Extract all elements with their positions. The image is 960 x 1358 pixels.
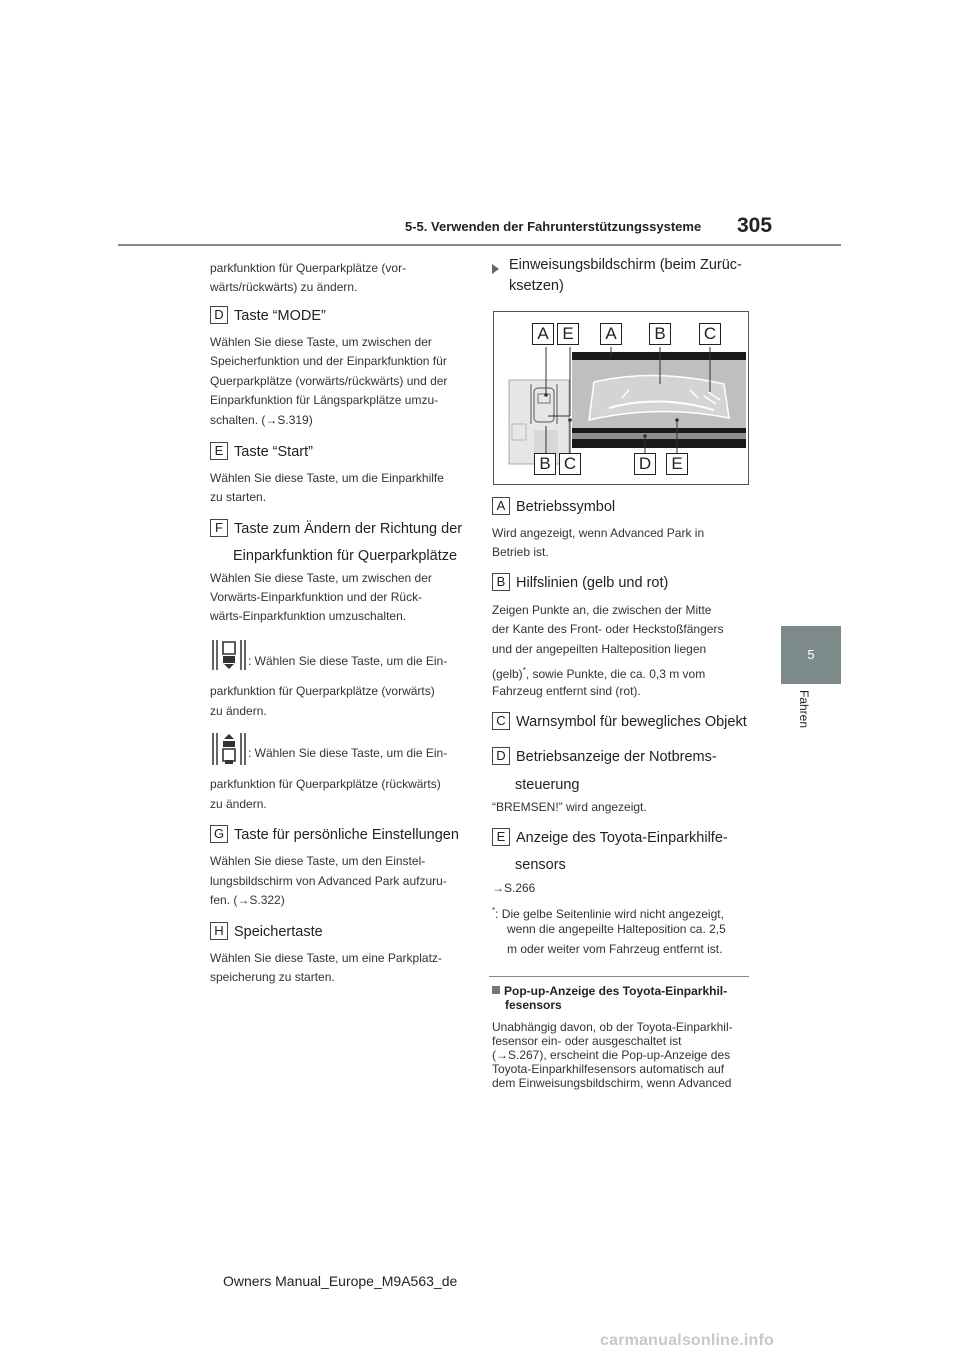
page-ref[interactable]: S.319) xyxy=(277,413,313,427)
item-title: Taste zum Ändern der Richtung der xyxy=(234,521,463,537)
figure-label-c: C xyxy=(699,323,721,345)
letter-badge: F xyxy=(210,519,228,537)
letter-badge: G xyxy=(210,825,228,843)
icon1-line-3: zu ändern. xyxy=(210,704,267,718)
letter-badge: A xyxy=(492,497,510,515)
item-e-heading xyxy=(210,442,313,462)
item-e-text-1: Wählen Sie diese Taste, um die Einparkhilfe xyxy=(210,471,444,485)
legend-b-heading xyxy=(492,573,668,593)
item-d-heading xyxy=(210,306,326,326)
popup-heading-line-2: fesensors xyxy=(505,998,562,1012)
item-e-text-2: zu starten. xyxy=(210,490,267,504)
item-g-text-1: Wählen Sie diese Taste, um den Einstel- xyxy=(210,854,426,868)
footnote-line-3: m oder weiter vom Fahrzeug entfernt ist. xyxy=(507,942,723,956)
legend-d-heading xyxy=(492,747,717,767)
footnote-star: * xyxy=(522,666,526,675)
popup-text-3: (→S.267), erscheint die Pop-up-Anzeige des xyxy=(492,1048,731,1062)
item-h-text-1: Wählen Sie diese Taste, um eine Parkplatz- xyxy=(210,951,442,965)
item-title: Betriebssymbol xyxy=(516,499,616,515)
figure-label-e: E xyxy=(557,323,579,345)
legend-c-heading xyxy=(492,712,747,732)
popup-text-4: Toyota-Einparkhilfesensors automatisch auf xyxy=(492,1062,725,1076)
icon1-text: : Wählen Sie diese Taste, um die Ein- xyxy=(248,654,448,668)
figure-label-b: B xyxy=(649,323,671,345)
figure-label-e: E xyxy=(666,453,688,475)
item-g-heading xyxy=(210,825,459,845)
footer-doc-id: Owners Manual_Europe_M9A563_de xyxy=(223,1273,458,1289)
sub-heading-arrow xyxy=(492,261,507,279)
legend-b-text-4: (gelb)*, sowie Punkte, die ca. 0,3 m vom xyxy=(492,666,706,681)
item-f-text-1: Wählen Sie diese Taste, um zwischen der xyxy=(210,571,432,585)
figure-label-b: B xyxy=(534,453,556,475)
legend-b-text-5: Fahrzeug entfernt sind (rot). xyxy=(492,684,641,698)
section-title: 5-5. Verwenden der Fahrunterstützungssysteme xyxy=(405,219,702,234)
intro-line-2: wärts/rückwärts) zu ändern. xyxy=(210,280,358,294)
icon2-line-2: parkfunktion für Querparkplätze (rückwärts) xyxy=(210,777,441,791)
item-f-text-2: Vorwärts-Einparkfunktion und der Rück- xyxy=(210,590,423,604)
item-f-heading xyxy=(210,519,462,539)
item-title: Taste “MODE” xyxy=(234,308,326,324)
page-ref-arrow: → xyxy=(492,881,504,895)
letter-badge: E xyxy=(210,442,228,460)
item-title: Warnsymbol für bewegliches Objekt xyxy=(516,714,747,730)
item-g-text-2: lungsbildschirm von Advanced Park aufzuru- xyxy=(210,874,447,888)
letter-badge: D xyxy=(492,747,510,765)
item-g-text-3: fen. (→S.322) xyxy=(210,893,285,907)
item-d-text-4: Einparkfunktion für Längsparkplätze umzu- xyxy=(210,393,439,407)
item-d-text-5: schalten. (→S.319) xyxy=(210,413,313,427)
item-title: Anzeige des Toyota-Einparkhilfe- xyxy=(516,830,728,846)
sub-heading-line-1: Einweisungsbildschirm (beim Zurüc- xyxy=(509,257,742,273)
item-f-title-2: Einparkfunktion für Querparkplätze xyxy=(233,548,458,564)
square-bullet-icon xyxy=(492,986,500,994)
letter-badge: D xyxy=(210,306,228,324)
popup-text-5: dem Einweisungsbildschirm, wenn Advanced xyxy=(492,1076,732,1090)
item-title: Taste “Start” xyxy=(234,444,313,460)
page-number: 305 xyxy=(737,214,773,237)
letter-badge: C xyxy=(492,712,510,730)
item-title: Betriebsanzeige der Notbrems- xyxy=(516,749,717,765)
item-d-text-3: Querparkplätze (vorwärts/rückwärts) und der xyxy=(210,374,448,388)
popup-heading-line-1: Pop-up-Anzeige des Toyota-Einparkhil- xyxy=(492,984,727,998)
item-title: Taste für persönliche Einstellungen xyxy=(234,827,459,843)
item-d-text-2: Speicherfunktion und der Einparkfunktion für xyxy=(210,354,447,368)
page-ref[interactable]: S.322) xyxy=(249,893,285,907)
item-h-text-2: speicherung zu starten. xyxy=(210,970,335,984)
item-h-heading xyxy=(210,922,323,942)
item-f-text-3: wärts-Einparkfunktion umzuschalten. xyxy=(210,609,407,623)
legend-e-title-2: sensors xyxy=(515,857,566,873)
popup-text-1: Unabhängig davon, ob der Toyota-Einparkhil- xyxy=(492,1020,733,1034)
figure-label-d: D xyxy=(634,453,656,475)
sub-heading-line-2: ksetzen) xyxy=(509,278,564,294)
legend-e-ref xyxy=(492,879,535,898)
legend-a-heading xyxy=(492,497,615,517)
page-ref-arrow: → xyxy=(496,1048,508,1062)
icon2-line-3: zu ändern. xyxy=(210,797,267,811)
section-rule xyxy=(489,976,749,977)
page-ref-arrow: → xyxy=(237,893,250,907)
figure-label-a: A xyxy=(600,323,622,345)
figure-label-c: C xyxy=(559,453,581,475)
legend-a-text-1: Wird angezeigt, wenn Advanced Park in xyxy=(492,526,705,540)
legend-b-text-3: und der angepeilten Halteposition liegen xyxy=(492,642,707,656)
letter-badge: H xyxy=(210,922,228,940)
legend-b-text-2: der Kante des Front- oder Heckstoßfängers xyxy=(492,622,724,636)
item-title: Speichertaste xyxy=(234,924,323,940)
page-ref[interactable]: S.266 xyxy=(504,881,536,895)
chapter-label: Fahren xyxy=(797,690,811,729)
icon1-line-2: parkfunktion für Querparkplätze (vorwärts) xyxy=(210,684,435,698)
intro-line-1: parkfunktion für Querparkplätze (vor- xyxy=(210,261,407,275)
letter-badge: B xyxy=(492,573,510,591)
forward-parking-icon xyxy=(210,639,248,676)
reverse-parking-icon xyxy=(210,732,248,771)
letter-badge: E xyxy=(492,828,510,846)
legend-b-text-1: Zeigen Punkte an, die zwischen der Mitte xyxy=(492,603,712,617)
watermark: carmanualsonline.info xyxy=(600,1332,775,1349)
legend-d-title-2: steuerung xyxy=(515,777,580,793)
guidance-screen-figure xyxy=(493,311,749,485)
legend-d-text-1: “BREMSEN!” wird angezeigt. xyxy=(492,800,647,814)
page-ref-arrow: → xyxy=(265,413,278,427)
item-title: Hilfslinien (gelb und rot) xyxy=(516,575,669,591)
footnote-line-2: wenn die angepeilte Halteposition ca. 2,5 xyxy=(507,922,726,936)
figure-label-a: A xyxy=(532,323,554,345)
legend-e-heading xyxy=(492,828,728,848)
header-rule xyxy=(118,244,841,246)
item-d-text-1: Wählen Sie diese Taste, um zwischen der xyxy=(210,335,432,349)
legend-a-text-2: Betrieb ist. xyxy=(492,545,549,559)
popup-text-2: fesensor ein- oder ausgeschaltet ist xyxy=(492,1034,682,1048)
chapter-tab: 5 xyxy=(781,626,841,684)
footnote-line-1: *: Die gelbe Seitenlinie wird nicht angezeigt, xyxy=(492,906,724,921)
icon2-text: : Wählen Sie diese Taste, um die Ein- xyxy=(248,746,448,760)
